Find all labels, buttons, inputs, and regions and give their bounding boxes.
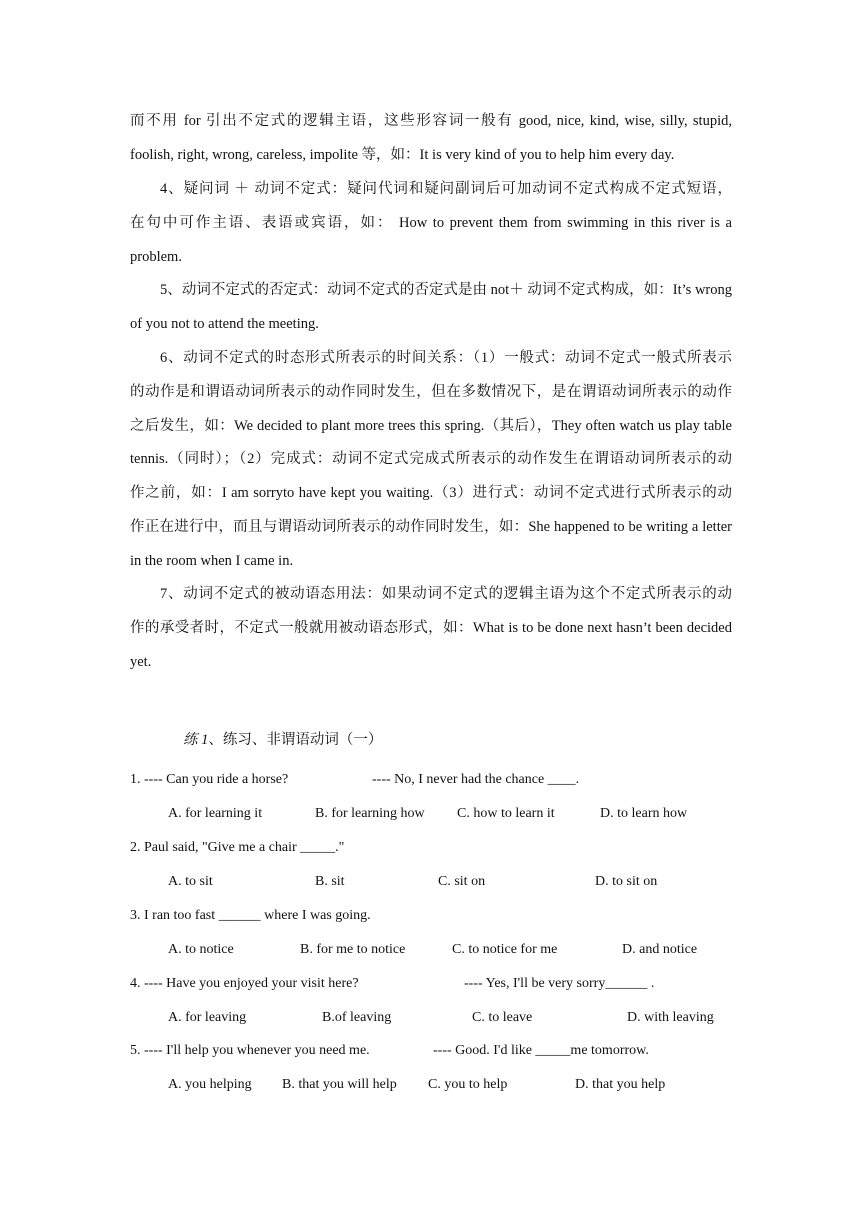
question-2-option-a: A. to sit — [168, 874, 213, 889]
text-line: 4、疑问词 ＋ 动词不定式：疑问代词和疑问副词后可加动词不定式构成不定式短语， — [160, 181, 732, 197]
question-4-option-d: D. with leaving — [627, 1010, 714, 1025]
question-1-option-d: D. to learn how — [600, 806, 688, 821]
text-line: 作的承受者时，不定式一般就用被动语态形式，如：What is to be done next hasn’t been decided — [130, 619, 732, 636]
question-5-option-b: B. that you will help — [282, 1077, 397, 1092]
question-3-option-b: B. for me to notice — [300, 942, 406, 957]
text-line: 而不用 for 引出不定式的逻辑主语，这些形容词一般有 good, nice, kind, wise, silly, stupid, — [130, 113, 732, 129]
question-3-stem: 3. I ran too fast ______ where I was going. — [130, 908, 371, 923]
question-1-stem: 1. ---- Can you ride a horse? — [130, 772, 289, 787]
text-line: 作正在进行中，而且与谓语动词所表示的动作同时发生，如：She happened to be writing a letter — [130, 518, 732, 535]
text-line: 6、动词不定式的时态形式所表示的时间关系：（1）一般式：动词不定式一般式所表示 — [160, 350, 732, 366]
paragraph-3-continuation — [130, 105, 732, 173]
question-4-stem: 4. ---- Have you enjoyed your visit here? — [130, 976, 359, 991]
question-3-option-d: D. and notice — [622, 942, 698, 957]
question-1-option-c: C. how to learn it — [457, 806, 555, 821]
text-line: 的动作是和谓语动词所表示的动作同时发生，但在多数情况下，是在谓语动词所表示的动作 — [130, 383, 732, 400]
question-2-option-d: D. to sit on — [595, 874, 658, 889]
text-line: 5、动词不定式的否定式：动词不定式的否定式是由 not＋ 动词不定式构成，如：It’s wrong — [160, 282, 732, 298]
text-line: 作之前，如：I am sorryto have kept you waiting.（3）进行式：动词不定式进行式所表示的动 — [130, 485, 732, 502]
text-line: in the room when I came in. — [130, 552, 294, 569]
question-5-reply: ---- Good. I'd like _____me tomorrow. — [433, 1043, 649, 1058]
question-3-option-c: C. to notice for me — [452, 942, 558, 957]
question-4-option-c: C. to leave — [472, 1010, 533, 1025]
exercise-title — [183, 728, 382, 749]
text-line: 之后发生，如：We decided to plant more trees this spring.（其后），They often watch us play table — [130, 417, 732, 434]
paragraph-4 — [130, 173, 732, 274]
exercise-label: 练 1 — [183, 732, 209, 748]
text-line: 7、动词不定式的被动语态用法：如果动词不定式的逻辑主语为这个不定式所表示的动 — [160, 586, 732, 602]
exercise-title-text: 、练习、非谓语动词（一） — [208, 732, 383, 748]
question-5-option-c: C. you to help — [428, 1077, 508, 1092]
text-line: yet. — [130, 653, 152, 670]
question-1-option-b: B. for learning how — [315, 806, 425, 821]
question-3-option-a: A. to notice — [168, 942, 234, 957]
text-line: of you not to attend the meeting. — [130, 315, 319, 332]
question-2-stem: 2. Paul said, "Give me a chair _____." — [130, 840, 345, 855]
question-2-option-c: C. sit on — [438, 874, 486, 889]
paragraph-6 — [130, 342, 732, 579]
text-line: foolish, right, wrong, careless, impolite 等，如：It is very kind of you to help him every day. — [130, 146, 675, 163]
paragraph-5 — [130, 274, 732, 342]
question-1-option-a: A. for learning it — [168, 806, 263, 821]
question-5-option-d: D. that you help — [575, 1077, 666, 1092]
text-line: 在句中可作主语、表语或宾语，如： How to prevent them from swimming in this river is a — [130, 214, 732, 231]
question-4-reply: ---- Yes, I'll be very sorry______ . — [464, 976, 655, 991]
question-2-option-b: B. sit — [315, 874, 345, 889]
question-4-option-b: B.of leaving — [322, 1010, 392, 1025]
text-line: problem. — [130, 248, 182, 265]
question-4-option-a: A. for leaving — [168, 1010, 247, 1025]
question-1-reply: ---- No, I never had the chance ____. — [372, 772, 580, 787]
question-5-option-a: A. you helping — [168, 1077, 252, 1092]
paragraph-7 — [130, 578, 732, 679]
text-line: tennis.（同时）；（2）完成式：动词不定式完成式所表示的动作发生在谓语动词所表示的动 — [130, 451, 732, 468]
question-5-stem: 5. ---- I'll help you whenever you need me. — [130, 1043, 370, 1058]
